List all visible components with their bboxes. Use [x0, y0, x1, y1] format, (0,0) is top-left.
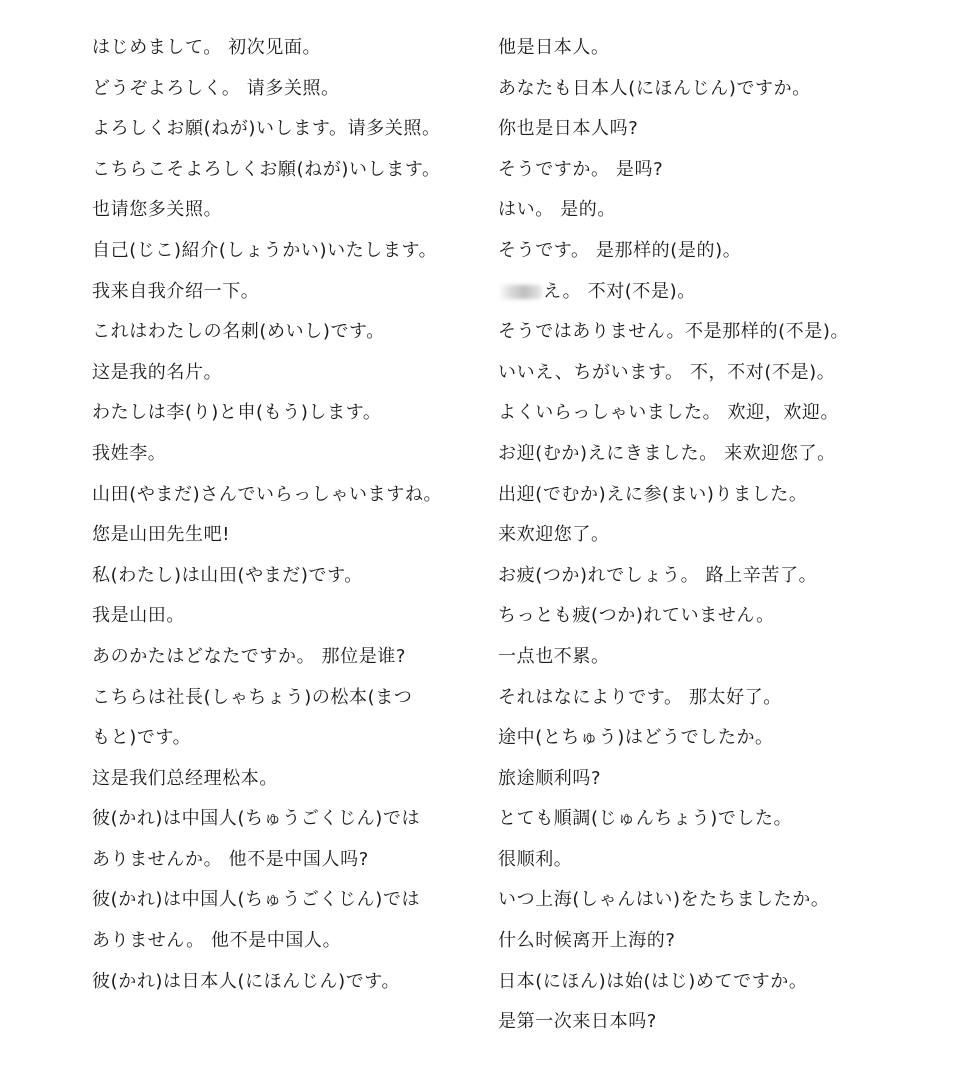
text-line: 他是日本人。: [498, 37, 610, 58]
text-line: 彼(かれ)は日本人(にほんじん)です。: [92, 970, 401, 992]
text-line: いいえ、ちがいます。 不，不对(不是)。: [498, 361, 836, 383]
text-line-with-smudge: [498, 272, 938, 313]
text-line: もと)です。: [92, 727, 192, 749]
text-line: 什么时候离开上海的?: [498, 930, 676, 952]
text-line: そうです。 是那样的(是的)。: [498, 239, 742, 261]
text-line: とても順調(じゅんちょう)でした。: [498, 808, 793, 830]
text-line: 出迎(でむか)えに参(まい)りました。: [498, 483, 808, 505]
text-line: 途中(とちゅう)はどうでしたか。: [498, 727, 774, 749]
text-line: 来欢迎您了。: [498, 524, 610, 546]
text-line: 日本(にほん)は始(はじ)めてですか。: [498, 970, 808, 992]
text-line: 彼(かれ)は中国人(ちゅうごくじん)では: [92, 889, 421, 911]
text-line: お迎(むか)えにきました。 来欢迎您了。: [498, 442, 836, 464]
text-line: お疲(つか)れでしょう。 路上辛苦了。: [498, 564, 818, 586]
text-line: これはわたしの名刺(めいし)です。: [92, 321, 385, 343]
text-line: そうですか。 是吗?: [498, 158, 664, 180]
text-line: 很顺利。: [498, 848, 573, 870]
text-line: よろしくお願(ねが)いします。请多关照。: [92, 118, 441, 140]
text-line: 山田(やまだ)さんでいらっしゃいますね。: [92, 483, 443, 505]
text-line: 我来自我介绍一下。: [92, 280, 260, 302]
smudged-text: [498, 285, 542, 299]
text-line: 我是山田。: [92, 605, 185, 627]
text-line: 一点也不累。: [498, 645, 610, 667]
text-line: 也请您多关照。: [92, 199, 223, 221]
text-line: よくいらっしゃいました。 欢迎，欢迎。: [498, 402, 840, 424]
text-line: 您是山田先生吧!: [92, 524, 231, 546]
text-line: ありません。 他不是中国人。: [92, 930, 342, 952]
text-line: 私(わたし)は山田(やまだ)です。: [92, 564, 363, 586]
text-line: そうではありません。不是那样的(不是)。: [498, 321, 850, 343]
text-line: どうぞよろしく。 请多关照。: [92, 77, 340, 99]
text-line: はい。 是的。: [498, 199, 616, 221]
text-line: はじめまして。 初次见面。: [92, 37, 322, 58]
text-line: 自己(じこ)紹介(しょうかい)いたします。: [92, 239, 438, 261]
left-column: [92, 28, 492, 1002]
text-line: 这是我的名片。: [92, 361, 223, 383]
text-line: 是第一次来日本吗?: [498, 1011, 657, 1033]
text-line: こちらは社長(しゃちょう)の松本(まつ: [92, 686, 413, 708]
text-line: 我姓李。: [92, 442, 167, 464]
text-line-content: え。 不对(不是)。: [543, 280, 696, 302]
text-line: 这是我们总经理松本。: [92, 767, 278, 789]
text-line: あなたも日本人(にほんじん)ですか。: [498, 77, 811, 99]
text-line: 你也是日本人吗?: [498, 118, 639, 140]
text-line: 彼(かれ)は中国人(ちゅうごくじん)では: [92, 808, 421, 830]
text-line: それはなによりです。 那太好了。: [498, 686, 782, 708]
text-line: こちらこそよろしくお願(ねが)いします。: [92, 158, 441, 180]
text-line: ちっとも疲(つか)れていません。: [498, 605, 775, 627]
text-line: いつ上海(しゃんはい)をたちましたか。: [498, 889, 830, 911]
text-line: 旅途顺利吗?: [498, 767, 602, 789]
text-line: ありませんか。 他不是中国人吗?: [92, 848, 369, 870]
text-line: わたしは李(り)と申(もう)します。: [92, 402, 382, 424]
text-line: あのかたはどなたですか。 那位是谁?: [92, 645, 407, 667]
right-column: [498, 28, 938, 1043]
